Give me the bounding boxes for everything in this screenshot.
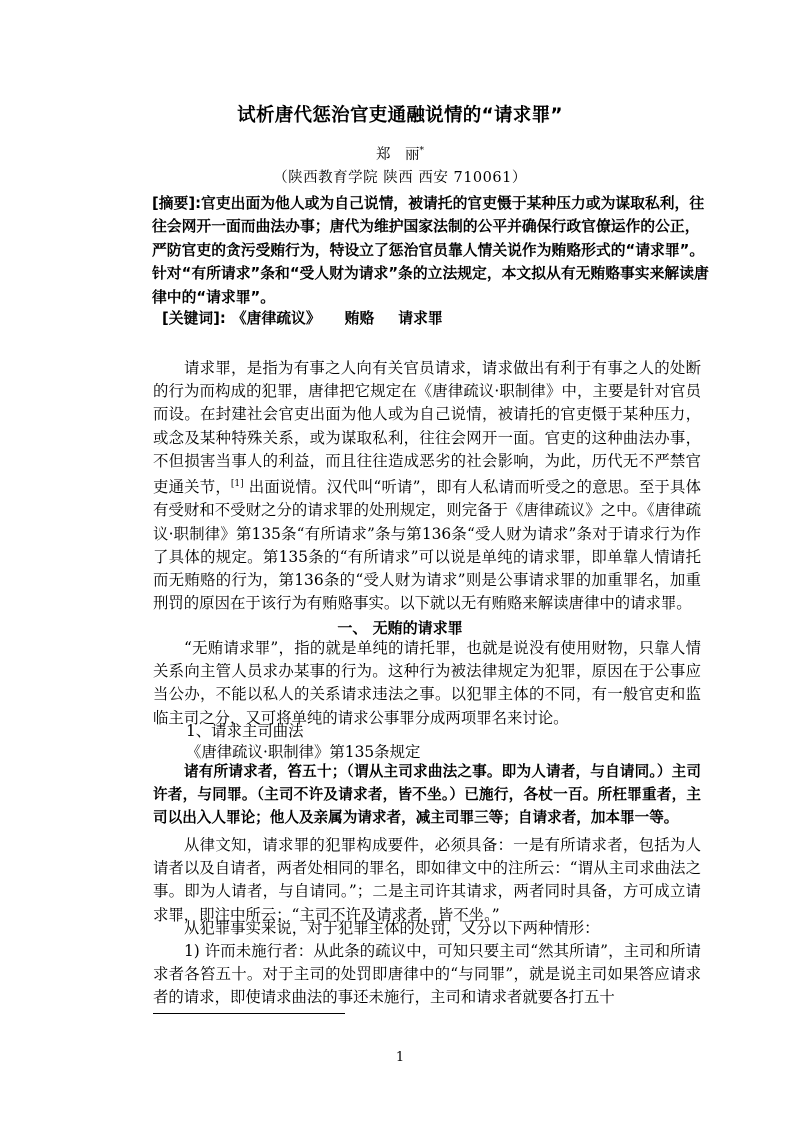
abstract bbox=[152, 192, 712, 309]
paper-title: 试析唐代惩治官吏通融说情的“请求罪” bbox=[237, 105, 563, 126]
body-paragraph-intro bbox=[153, 357, 701, 615]
body-paragraph-elements: 从律文知，请求罪的犯罪构成要件，必须具备：一是有所请求者，包括为人请者以及自请者，两者处相同的罪名，即如律文中的注所云：“谓从主司求曲法之事。即为人请者，与自请同。”；二是主司许其请求，两者同时具备，方可成立请求罪，即注中所云；“主司不许及请求者，皆不坐。” bbox=[153, 836, 701, 924]
author-footnote-mark: * bbox=[419, 146, 424, 157]
keyword: 贿赂 bbox=[344, 310, 375, 327]
abstract-text: 官吏出面为他人或为自己说情，被请托的官吏慑于某种压力或为谋取私利，往往会网开一面而曲法办事；唐代为维护国家法制的公平并确保行政官僚运作的公正，严防官吏的贪污受贿行为，特设立了惩治官员靠人情关说作为贿赂形式的“请求罪”。针对“有所请求”条和“受人财为请求”条的立法规定，本文拟从有无贿赂事实来解读唐律中的“请求罪”。 bbox=[152, 195, 709, 306]
keyword: 请求罪 bbox=[398, 310, 443, 327]
keyword: 《唐律疏议》 bbox=[231, 310, 321, 327]
page-number: 1 bbox=[395, 1050, 405, 1065]
intro-text-part1: 请求罪，是指为有事之人向有关官员请求，请求做出有利于有事之人的处断的行为而构成的犯罪，唐律把它规定在《唐律疏议·职制律》中，主要是针对官员而设。在封建社会官吏出面为他人或为自己说情，被请托的官吏慑于某种压力，或念及某种特殊关系，或为谋取私利，往往会网开一面。官吏的这种曲法办事，不但损害当事人的利益，而且往往造成恶劣的社会影响，为此，历代无不严禁官吏通关节， bbox=[153, 359, 701, 497]
abstract-label: [摘要]: bbox=[152, 195, 202, 212]
statute-quote: 诸有所请求者，笞五十；（谓从主司求曲法之事。即为人请者，与自请同。）主司许者，与同罪。（主司不许及请求者，皆不坐。）已施行，各杖一百。所枉罪重者，主司以出入人罪论；他人及亲属为请求者，减主司罪三等；自请求者，加本罪一等。 bbox=[153, 763, 701, 827]
subheading-request: 1、请求主司曲法 bbox=[186, 722, 304, 740]
body-paragraph-cases: 从犯罪事实来说，对于犯罪主体的处罚，又分以下两种情形： bbox=[184, 919, 600, 937]
subheading-statute: 《唐律疏议·职制律》第135条规定 bbox=[186, 743, 421, 761]
body-paragraph-definition: “无贿请求罪”，指的就是单纯的请托罪，也就是说没有使用财物，只靠人情关系向主管人员求办某事的行为。这种行为被法律规定为犯罪，原因在于公事应当公办，不能以私人的关系请求违法之事。以犯罪主体的不同，有一般官吏和监临主司之分，又可将单纯的请求公事罪分成两项罪名来讨论。 bbox=[153, 639, 701, 727]
author-line bbox=[0, 143, 800, 164]
citation-ref: [1] bbox=[230, 479, 244, 490]
intro-text-part2: 出面说情。汉代叫“听请”，即有人私请而听受之的意思。至于具体有受财和不受财之分的请求罪的处刑规定，则完备于《唐律疏议》之中。《唐律疏议·职制律》第135条“有所请求”条与第136条“受人财为请求”条对于请求行为作了具体的规定。第135条的“有所请求”可以说是单纯的请求罪，即单靠人情请托而无贿赂的行为，第136条的“受人财为请求”则是公事请求罪的加重罪名，加重刑罚的原因在于该行为有贿赂事实。以下就以无有贿赂来解读唐律中的请求罪。 bbox=[153, 478, 701, 613]
section-heading: 一、 无贿的请求罪 bbox=[337, 619, 463, 637]
footnote-rule bbox=[153, 1013, 345, 1014]
keywords bbox=[162, 307, 443, 328]
affiliation: （陕西教育学院 陕西 西安 710061） bbox=[273, 170, 527, 186]
body-paragraph-case1: 1) 许而未施行者：从此条的疏议中，可知只要主司“然其所请”，主司和所请求者各笞五十。对于主司的处罚即唐律中的“与同罪”，就是说主司如果答应请求者的请求，即使请求曲法的事还未施行，主司和请求者就要各打五十 bbox=[153, 942, 701, 1007]
author-name: 郑 丽 bbox=[376, 147, 420, 163]
keywords-label: [关键词]: bbox=[162, 310, 226, 327]
